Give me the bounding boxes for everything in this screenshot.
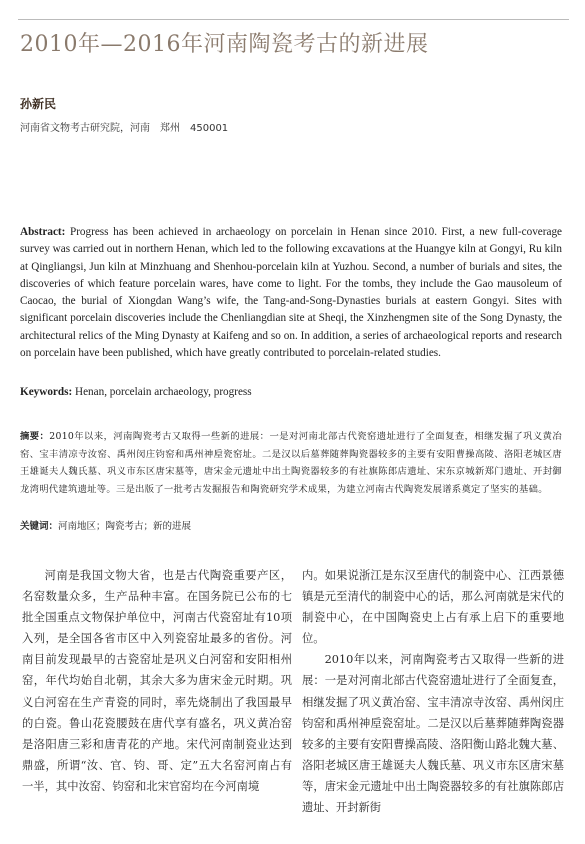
english-abstract xyxy=(20,224,562,362)
article-title: 2010年—2016年河南陶瓷考古的新进展 xyxy=(20,32,429,57)
body-paragraph-continuation: 内。如果说浙江是东汉至唐代的制瓷中心、江西景德镇是元至清代的制瓷中心的话，那么河南就是宋代的制瓷中心，在中国陶瓷史上占有承上启下的重要地位。 xyxy=(302,569,564,646)
english-keywords xyxy=(20,386,252,398)
english-keywords-text: Henan, porcelain archaeology, progress xyxy=(75,386,252,398)
chinese-keywords-text: 河南地区；陶瓷考古；新的进展 xyxy=(58,521,192,532)
author-block xyxy=(20,95,570,134)
author-affiliation: 河南省文物考古研究院，河南 郑州 450001 xyxy=(20,123,229,134)
chinese-abstract-text: 2010年以来，河南陶瓷考古又取得一些新的进展：一是对河南北部古代瓷窑遗址进行了全面复查，相继发掘了巩义黄冶窑、宝丰清凉寺汝窑、禹州闵庄钧窑和禹州神垕瓷窑址。二是汉以后墓葬随葬陶瓷器较多的主要有安阳曹操高陵、洛阳老城区唐王雄诞夫人魏氏墓、巩义市东区唐宋墓等，唐宋金元遗址中出土陶瓷器较多的有社旗陈郎店遗址、宋东京城新郑门遗址、开封御龙湾明代建筑遗址等。三是出版了一批考古发掘报告和陶瓷研究学术成果，为建立河南古代陶瓷发展谱系奠定了坚实的基础。 xyxy=(20,431,562,495)
author-name: 孙新民 xyxy=(20,97,57,111)
chinese-keywords xyxy=(20,518,191,532)
english-keywords-label: Keywords: xyxy=(20,386,73,398)
top-rule xyxy=(18,19,569,20)
body-paragraph: 河南是我国文物大省，也是古代陶瓷重要产区，名窑数量众多，生产品种丰富。在国务院已公布的七批全国重点文物保护单位中，河南古代瓷窑址有10项入列，是全国各省市区中入列瓷窑址最多的省份。河南目前发现最早的古瓷窑址是巩义白河窑和安阳相州窑，年代均始自北朝，其余大多为唐宋金元时期。巩义白河窑在生产青瓷的同时，率先烧制出了我国最早的白瓷。鲁山花瓷腰鼓在唐代享有盛名，巩义黄冶窑是洛阳唐三彩和唐青花的产地。宋代河南制瓷业达到鼎盛，所谓“汝、官、钧、哥、定”五大名窑河南占有一半，其中汝窑、钧窑和北宋官窑均在今河南境 xyxy=(22,569,292,793)
english-abstract-text: Progress has been achieved in archaeology on porcelain in Henan since 2010. First, a new full-coverage survey was carried out in northern Henan, which led to the following excavations at the Huangye kiln at Gongyi, Ru kiln at Qingliangsi, Jun kiln at Minzhuang and Shenhou-porcelain kiln at Yuzhou. Second, a number of burials and sites, the discoveries of which feature porcelain wares, have come to light. For the tombs, they include the Gao mausoleum of Caocao, the burial of Xiongdan Wang’s wife, the Tang-and-Song-Dynasties burials at eastern Gongyi. Sites with significant porcelain discoveries include the Chenliangdian site at Sheqi, the Xinzhengmen site of the Song Dynasty, the architectural relics of the Ming Dynasty at Kaifeng and so on. In addition, a series of archaeological reports and research on porcelain have been published, which have greatly contributed to porcelain-related studies. xyxy=(20,226,563,360)
chinese-keywords-label: 关键词： xyxy=(20,521,59,532)
body-column-left xyxy=(22,565,292,797)
english-abstract-label: Abstract: xyxy=(20,226,66,238)
body-column-right xyxy=(302,565,564,818)
body-paragraph: 2010年以来，河南陶瓷考古又取得一些新的进展：一是对河南北部古代瓷窑遗址进行了全面复查，相继发掘了巩义黄冶窑、宝丰清凉寺汝窑、禹州闵庄钧窑和禹州神垕瓷窑址。二是汉以后墓葬随葬陶瓷器较多的主要有安阳曹操高陵、洛阳衡山路北魏大墓、洛阳老城区唐王雄诞夫人魏氏墓、巩义市东区唐宋墓等，唐宋金元遗址中出土陶瓷器较多的有社旗陈郎店遗址、开封新街 xyxy=(302,653,564,815)
chinese-abstract-label: 摘要： xyxy=(20,431,50,442)
chinese-abstract xyxy=(20,428,562,498)
